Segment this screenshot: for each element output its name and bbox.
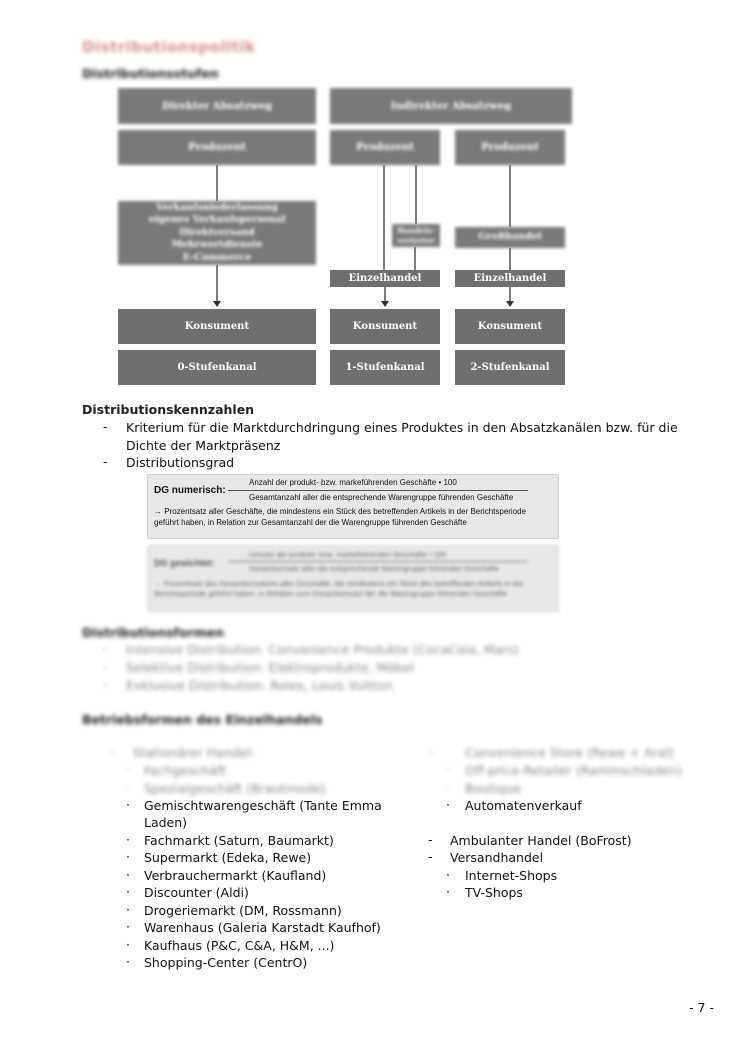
channel-label: 0-Stufenkanal xyxy=(177,362,257,373)
betriebsform-item: Verbrauchermarkt (Kaufland) xyxy=(144,868,327,883)
connector-line xyxy=(383,165,385,270)
betriebsform-item: Shopping-Center (CentrO) xyxy=(144,955,308,970)
betriebsform-right-item: Ambulanter Handel (BoFrost) xyxy=(450,833,632,848)
dot-bullet: · xyxy=(126,780,130,795)
producer-label: Produzent xyxy=(481,142,539,153)
dot-bullet: · xyxy=(446,884,450,899)
betriebsform-right-sub-item: Internet-Shops xyxy=(465,868,558,883)
dg-numerisch-label: DG numerisch: xyxy=(154,485,226,496)
dot-bullet: · xyxy=(126,762,130,777)
connector-line xyxy=(216,165,218,201)
consumer-label: Konsument xyxy=(184,321,250,332)
direct-channel-item: Direktversand xyxy=(179,226,255,238)
stufen-title: Distributionsstufen xyxy=(82,66,219,81)
betriebsform-item: Laden) xyxy=(144,815,188,830)
indirect-header-label: Indirekter Absatzweg xyxy=(390,100,512,112)
betriebsform-item: Kaufhaus (P&C, C&A, H&M, ...) xyxy=(144,938,335,953)
handelsvertreter-label: Handels-vertreter xyxy=(397,225,435,245)
betriebsform-item: Supermarkt (Edeka, Rewe) xyxy=(144,850,312,865)
arrow-head xyxy=(213,301,221,307)
betriebsform-item: Discounter (Aldi) xyxy=(144,885,249,900)
page-heading: Distributionspolitik xyxy=(82,38,256,56)
betriebsform-right-item: Convenience Store (Rewe + Aral) xyxy=(465,745,674,760)
fraction-line xyxy=(228,561,528,562)
dash-bullet: - xyxy=(110,744,115,759)
betriebsform-right-item: Automatenverkauf xyxy=(465,798,582,813)
channel-label: 2-Stufenkanal xyxy=(470,362,550,373)
producer-box-0 xyxy=(118,130,316,165)
kennzahlen-bullet-1: Kriterium für die Marktdurchdringung eines Produktes in den Absatzkanälen bzw. für die Dichte der Marktpräsenz xyxy=(126,420,678,453)
dg-gewichtet-denominator: Gesamtumsatz aller die entsprechende Warengruppe führenden Geschäfte xyxy=(249,564,499,573)
dot-bullet: · xyxy=(126,954,130,969)
connector-line xyxy=(384,287,386,302)
betriebsformen-title: Betriebsformen des Einzelhandels xyxy=(82,712,323,727)
dash-bullet: - xyxy=(103,677,108,692)
formen-item: Selektive Distribution: Elektroprodukte, Möbel xyxy=(126,660,414,675)
grosshandel-box xyxy=(455,227,565,248)
dg-gewichtet-explanation: → Prozentsatz des Gesamtumsatzes aller Geschäfte, die mindestens ein Stück des betreffenden Artikels in der Berichtsperiode geführt haben, in Relation zum Gesamtumsatz der die Warengruppe führenden Geschäfte xyxy=(154,579,524,598)
dg-numerisch-denominator: Gesamtanzahl aller die entsprechende Warengruppe führenden Geschäfte xyxy=(249,493,514,502)
betriebsform-item: Fachgeschäft xyxy=(144,763,227,778)
connector-line xyxy=(414,247,416,270)
channel-label: 1-Stufenkanal xyxy=(345,362,425,373)
dash-bullet: - xyxy=(103,641,108,656)
grosshandel-label: Großhandel xyxy=(478,231,542,243)
dash-bullet: - xyxy=(103,659,108,674)
dot-bullet: · xyxy=(446,797,450,812)
connector-line xyxy=(415,165,417,224)
retail-box-1 xyxy=(330,270,440,287)
arrow-head xyxy=(381,301,389,307)
page-number: - 7 - xyxy=(689,1000,714,1015)
dg-numerisch-box xyxy=(147,474,559,539)
direct-channel-item: E-Commerce xyxy=(182,251,252,263)
dg-numerisch-numerator: Anzahl der produkt- bzw. markeführenden Geschäfte • 100 xyxy=(249,478,457,487)
formen-item: Exklusive Distribution: Rolex, Louis Vuitton xyxy=(126,678,393,693)
betriebsform-right-item: Boutique xyxy=(465,781,522,796)
stationaer-head: Stationärer Handel: xyxy=(133,745,256,760)
dot-bullet: · xyxy=(126,832,130,847)
connector-line xyxy=(216,265,218,302)
direct-header-box xyxy=(118,88,316,124)
direct-channel-item: eigenes Verkaufspersonal xyxy=(148,214,286,226)
producer-box-2 xyxy=(455,130,565,165)
consumer-box-1 xyxy=(330,309,440,344)
dot-bullet: · xyxy=(126,902,130,917)
dot-bullet: · xyxy=(446,762,450,777)
direct-header-label: Direkter Absatzweg xyxy=(162,100,272,112)
betriebsform-right-sub-item: TV-Shops xyxy=(465,885,523,900)
retail-label: Einzelhandel xyxy=(473,273,547,284)
dash-bullet: - xyxy=(103,419,108,434)
betriebsform-right-item: Versandhandel xyxy=(450,850,544,865)
connector-line xyxy=(509,248,511,270)
arrow-head xyxy=(506,301,514,307)
dot-bullet: · xyxy=(126,797,130,812)
retail-label: Einzelhandel xyxy=(348,273,422,284)
dg-numerisch-explanation: → Prozentsatz aller Geschäfte, die mindestens ein Stück des betreffenden Artikels in der Berichtsperiode geführt haben, in Relation zur Gesamtanzahl der die Warengruppe führenden Geschäfte xyxy=(154,507,527,527)
producer-box-1 xyxy=(330,130,440,165)
dash-bullet: - xyxy=(428,744,433,759)
consumer-box-0 xyxy=(118,309,316,344)
dot-bullet: · xyxy=(126,867,130,882)
retail-box-2 xyxy=(455,270,565,287)
betriebsform-item: Drogeriemarkt (DM, Rossmann) xyxy=(144,903,342,918)
direct-channel-item: Verkaufsniederlassung xyxy=(156,202,278,214)
channel-box-1 xyxy=(330,350,440,385)
dot-bullet: · xyxy=(126,884,130,899)
dg-gewichtet-numerator: Umsatz der produkt- bzw. markeführenden Geschäfte • 100 xyxy=(249,550,447,559)
producer-label: Produzent xyxy=(356,142,414,153)
fraction-line xyxy=(228,490,528,491)
dash-bullet: - xyxy=(428,832,433,847)
betriebsform-item: Fachmarkt (Saturn, Baumarkt) xyxy=(144,833,334,848)
handelsvertreter-box xyxy=(392,224,440,247)
dot-bullet: · xyxy=(446,867,450,882)
kennzahlen-bullet-2: Distributionsgrad xyxy=(126,455,235,470)
direct-channels-box xyxy=(118,201,316,265)
dot-bullet: · xyxy=(126,937,130,952)
kennzahlen-title: Distributionskennzahlen xyxy=(82,402,255,417)
connector-line xyxy=(509,287,511,302)
direct-channel-item: Mehrwertdienste xyxy=(171,239,263,251)
betriebsform-item: Warenhaus (Galeria Karstadt Kaufhof) xyxy=(144,920,381,935)
formen-item: Intensive Distribution: Convenience Produkte (CocaCola, Mars) xyxy=(126,642,519,657)
consumer-label: Konsument xyxy=(352,321,418,332)
indirect-header-box xyxy=(330,88,572,124)
dg-gewichtet-box xyxy=(147,545,559,612)
dot-bullet: · xyxy=(126,849,130,864)
betriebsform-right-item: Off-price-Retailer (Rammschladen) xyxy=(465,763,682,778)
formen-title: Distributionsformen xyxy=(82,625,225,640)
connector-line xyxy=(509,165,511,227)
consumer-box-2 xyxy=(455,309,565,344)
producer-label: Produzent xyxy=(188,142,246,153)
betriebsform-item: Spezialgeschäft (Brautmode) xyxy=(144,781,326,796)
channel-box-0 xyxy=(118,350,316,385)
dash-bullet: - xyxy=(103,454,108,469)
dash-bullet: - xyxy=(428,849,433,864)
channel-box-2 xyxy=(455,350,565,385)
dot-bullet: · xyxy=(446,780,450,795)
betriebsform-item: Gemischtwarengeschäft (Tante Emma xyxy=(144,798,382,813)
dg-gewichtet-label: DG gewichtet: xyxy=(154,558,215,568)
consumer-label: Konsument xyxy=(477,321,543,332)
dot-bullet: · xyxy=(126,919,130,934)
